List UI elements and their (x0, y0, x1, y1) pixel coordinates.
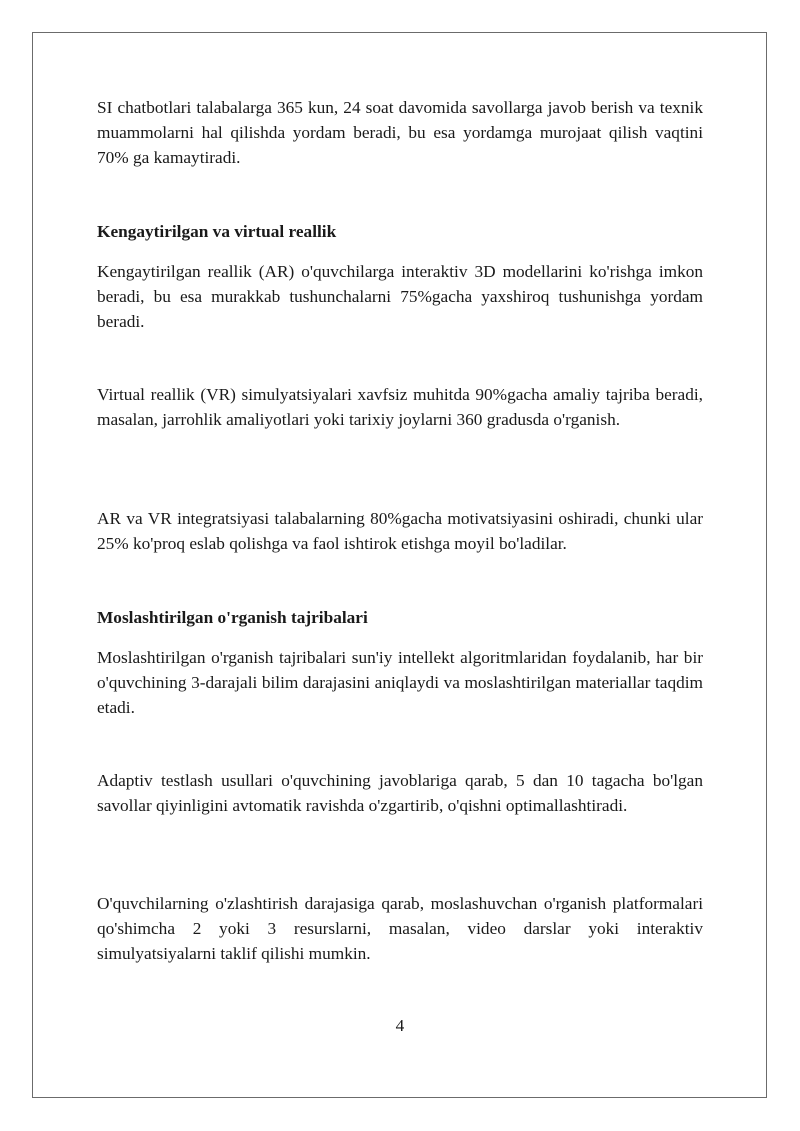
text-block (97, 891, 703, 966)
paragraph-flexible-platforms: O'quvchilarning o'zlashtirish darajasiga qarab, moslashuvchan o'rganish platformalari qo'shimcha 2 yoki 3 resurslarni, masalan, video darslar yoki interaktiv simulyatsiyalarni taklif qilishi mumkin. (97, 894, 703, 963)
paragraph-ar: Kengaytirilgan reallik (AR) o'quvchilarga interaktiv 3D modellarini ko'rishga imkon beradi, bu esa murakkab tushunchalarni 75%gacha yaxshiroq tushunishga yordam beradi. (97, 262, 703, 331)
text-block (97, 605, 703, 630)
text-block (97, 645, 703, 720)
paragraph-ar-vr-integration: AR va VR integratsiyasi talabalarning 80%gacha motivatsiyasini oshiradi, chunki ular 25% ko'proq eslab qolishga va faol ishtirok etishga moyil bo'ladilar. (97, 509, 703, 553)
text-block (97, 219, 703, 244)
text-block (97, 768, 703, 818)
paragraph-si-chatbots: SI chatbotlari talabalarga 365 kun, 24 soat davomida savollarga javob berish va texnik muammolarni hal qilishda yordam beradi, bu esa yordamga murojaat qilish vaqtini 70% ga kamaytiradi. (97, 98, 703, 167)
section-heading-ar-vr: Kengaytirilgan va virtual reallik (97, 222, 337, 241)
paragraph-adaptive-testing: Adaptiv testlash usullari o'quvchining javoblariga qarab, 5 dan 10 tagacha bo'lgan savollar qiyinligini avtomatik ravishda o'zgartirib, o'qishni optimallashtiradi. (97, 771, 703, 815)
text-block (97, 382, 703, 432)
page-number: 4 (395, 1016, 405, 1035)
text-block (97, 506, 703, 556)
paragraph-adaptive-learning: Moslashtirilgan o'rganish tajribalari sun'iy intellekt algoritmlaridan foydalanib, har bir o'quvchining 3-darajali bilim darajasini aniqlaydi va moslashtirilgan materiallar taqdim etadi. (97, 648, 703, 717)
text-block (97, 259, 703, 334)
text-block (97, 95, 703, 170)
section-heading-adaptive-learning: Moslashtirilgan o'rganish tajribalari (97, 608, 368, 627)
paragraph-vr: Virtual reallik (VR) simulyatsiyalari xavfsiz muhitda 90%gacha amaliy tajriba beradi, masalan, jarrohlik amaliyotlari yoki tarixiy joylarni 360 gradusda o'rganish. (97, 385, 703, 429)
